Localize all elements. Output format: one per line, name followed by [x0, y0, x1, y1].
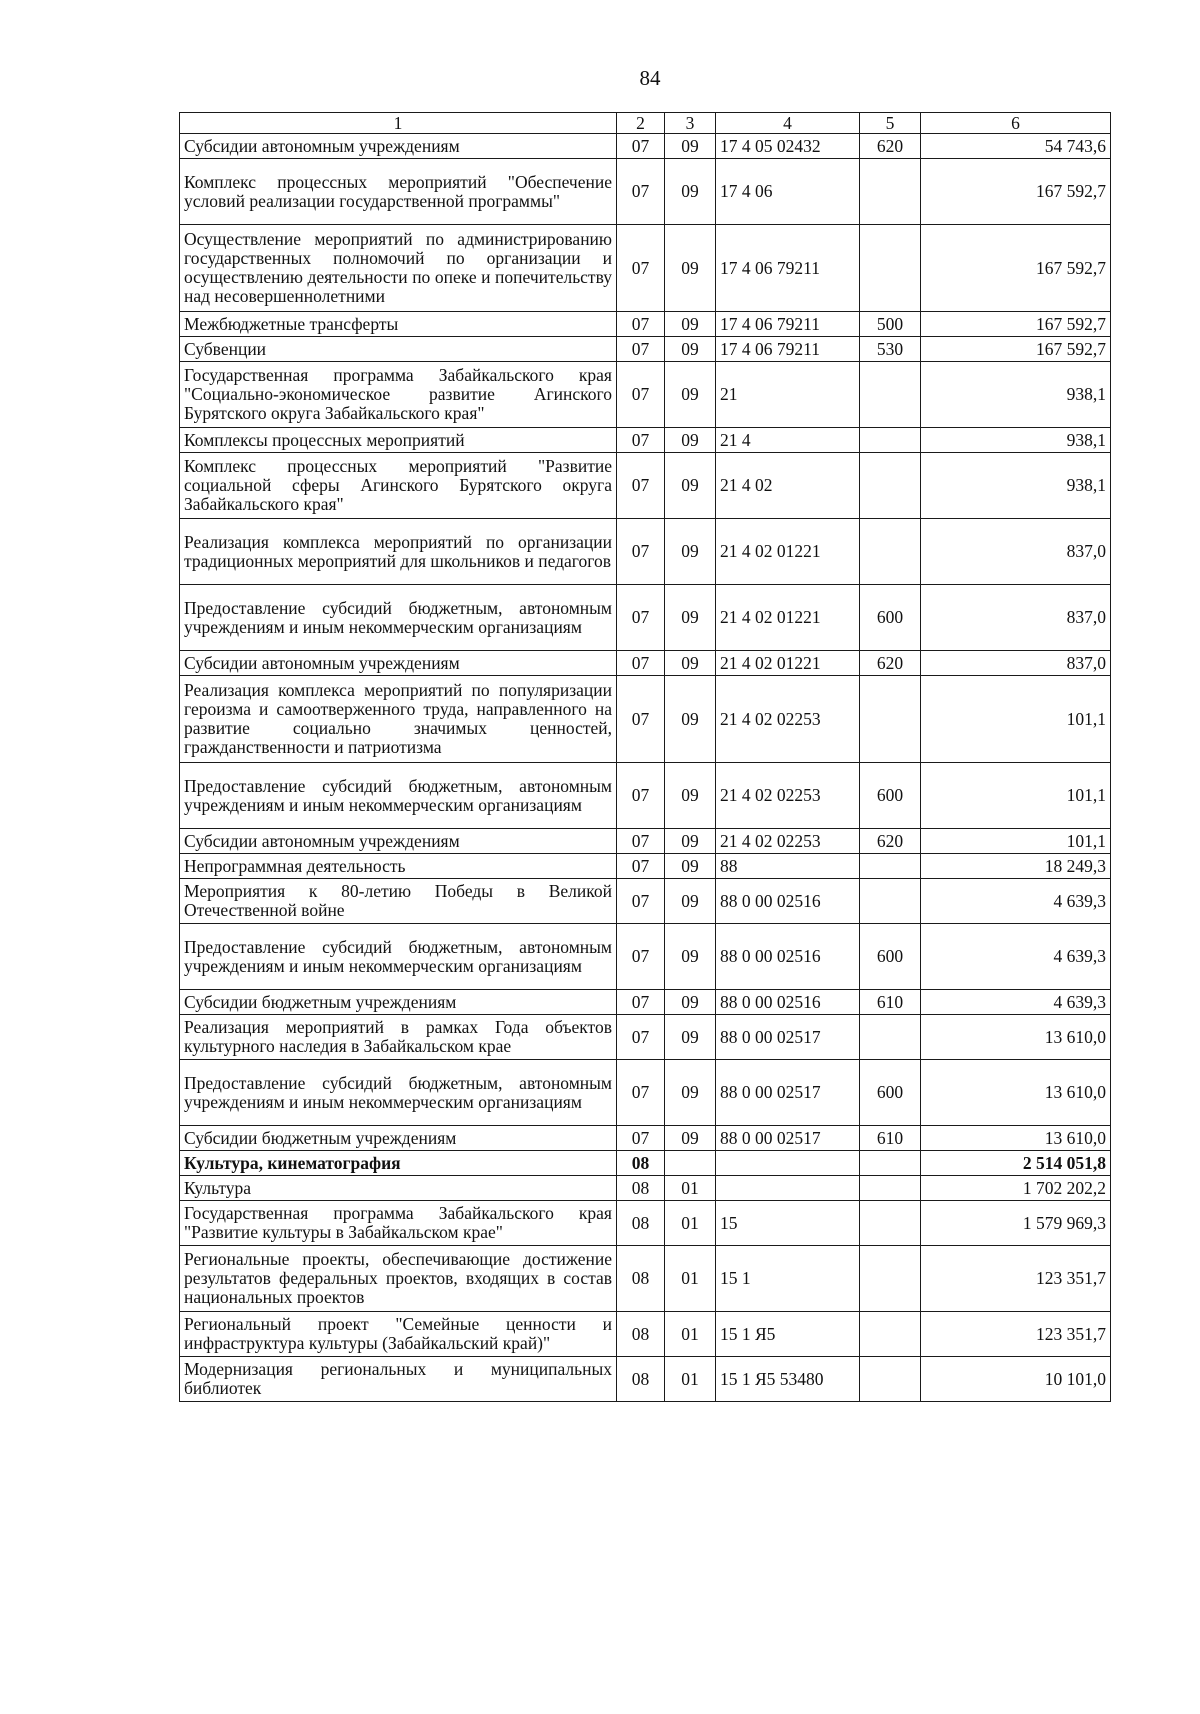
row-amount: 167 592,7: [921, 225, 1111, 312]
row-amount: 101,1: [921, 763, 1111, 829]
row-section: 07: [617, 337, 665, 362]
row-name: Модернизация региональных и муниципальных библиотек: [180, 1357, 617, 1402]
row-expense-type: 620: [860, 651, 921, 676]
row-section: 07: [617, 519, 665, 585]
row-section: 07: [617, 312, 665, 337]
row-amount: 837,0: [921, 585, 1111, 651]
table-row: [180, 879, 1111, 924]
table-row: [180, 1126, 1111, 1151]
row-section: 07: [617, 225, 665, 312]
row-expense-type: 600: [860, 1060, 921, 1126]
row-target-article: 21 4 02 01221: [716, 585, 860, 651]
row-name: Субсидии автономным учреждениям: [180, 651, 617, 676]
row-section: 07: [617, 829, 665, 854]
row-target-article: 15: [716, 1201, 860, 1246]
row-target-article: 21 4 02 02253: [716, 829, 860, 854]
row-subsection: 09: [665, 159, 716, 225]
table-row: [180, 1015, 1111, 1060]
table-row: [180, 829, 1111, 854]
row-expense-type: 600: [860, 763, 921, 829]
row-amount: 1 579 969,3: [921, 1201, 1111, 1246]
table-row: [180, 1201, 1111, 1246]
row-expense-type: 500: [860, 312, 921, 337]
row-section: 07: [617, 924, 665, 990]
row-subsection: 09: [665, 134, 716, 159]
row-section: 07: [617, 428, 665, 453]
row-expense-type: [860, 854, 921, 879]
row-expense-type: [860, 159, 921, 225]
row-amount: 54 743,6: [921, 134, 1111, 159]
row-expense-type: 610: [860, 1126, 921, 1151]
row-section: 07: [617, 879, 665, 924]
row-target-article: 88 0 00 02517: [716, 1126, 860, 1151]
row-subsection: 09: [665, 763, 716, 829]
row-amount: 837,0: [921, 519, 1111, 585]
row-target-article: 88 0 00 02517: [716, 1060, 860, 1126]
table-row: [180, 134, 1111, 159]
row-subsection: 09: [665, 428, 716, 453]
row-amount: 123 351,7: [921, 1246, 1111, 1312]
row-expense-type: [860, 453, 921, 519]
table-row: [180, 585, 1111, 651]
row-amount: 10 101,0: [921, 1357, 1111, 1402]
row-target-article: 21: [716, 362, 860, 428]
row-target-article: [716, 1176, 860, 1201]
header-col-4: 4: [716, 113, 860, 134]
row-target-article: 17 4 06 79211: [716, 312, 860, 337]
row-target-article: [716, 1151, 860, 1176]
row-subsection: 09: [665, 676, 716, 763]
row-target-article: 88 0 00 02516: [716, 990, 860, 1015]
row-target-article: 17 4 06 79211: [716, 337, 860, 362]
row-subsection: 09: [665, 990, 716, 1015]
row-amount: 4 639,3: [921, 990, 1111, 1015]
row-subsection: 01: [665, 1246, 716, 1312]
table-row: [180, 337, 1111, 362]
row-amount: 13 610,0: [921, 1060, 1111, 1126]
row-target-article: 88 0 00 02516: [716, 879, 860, 924]
row-target-article: 88 0 00 02517: [716, 1015, 860, 1060]
header-col-5: 5: [860, 113, 921, 134]
row-target-article: 88: [716, 854, 860, 879]
row-section: 07: [617, 1015, 665, 1060]
row-name: Комплексы процессных мероприятий: [180, 428, 617, 453]
table-row: [180, 428, 1111, 453]
row-amount: 18 249,3: [921, 854, 1111, 879]
row-subsection: 01: [665, 1357, 716, 1402]
row-subsection: 09: [665, 924, 716, 990]
table-row: [180, 159, 1111, 225]
header-col-3: 3: [665, 113, 716, 134]
row-target-article: 15 1 Я5: [716, 1312, 860, 1357]
table-header-row: [180, 113, 1111, 134]
row-expense-type: [860, 1357, 921, 1402]
table-body: [180, 134, 1111, 1402]
row-section: 07: [617, 159, 665, 225]
row-name: Предоставление субсидий бюджетным, автономным учреждениям и иным некоммерческим организациям: [180, 924, 617, 990]
row-expense-type: [860, 519, 921, 585]
row-subsection: 09: [665, 854, 716, 879]
row-target-article: 15 1: [716, 1246, 860, 1312]
row-section: 07: [617, 854, 665, 879]
table-row: [180, 651, 1111, 676]
row-name: Реализация комплекса мероприятий по популяризации героизма и самоотверженного труда, направленного на развитие социально значимых ценностей, гражданственности и патриотизма: [180, 676, 617, 763]
row-expense-type: [860, 1176, 921, 1201]
row-target-article: 21 4 02 02253: [716, 763, 860, 829]
table-row: [180, 924, 1111, 990]
row-section: 08: [617, 1176, 665, 1201]
row-section: 07: [617, 585, 665, 651]
row-subsection: 09: [665, 1015, 716, 1060]
row-expense-type: 600: [860, 924, 921, 990]
table-row: [180, 1357, 1111, 1402]
row-section: 08: [617, 1312, 665, 1357]
row-expense-type: 620: [860, 829, 921, 854]
row-section: 07: [617, 453, 665, 519]
row-amount: 167 592,7: [921, 337, 1111, 362]
row-name: Непрограммная деятельность: [180, 854, 617, 879]
row-name: Региональные проекты, обеспечивающие достижение результатов федеральных проектов, входящих в состав национальных проектов: [180, 1246, 617, 1312]
row-expense-type: [860, 676, 921, 763]
row-amount: 167 592,7: [921, 312, 1111, 337]
table-row: [180, 312, 1111, 337]
row-name: Культура: [180, 1176, 617, 1201]
row-name: Комплекс процессных мероприятий "Развитие социальной сферы Агинского Бурятского округа Забайкальского края": [180, 453, 617, 519]
table-row: [180, 225, 1111, 312]
row-target-article: 21 4: [716, 428, 860, 453]
row-subsection: 09: [665, 1060, 716, 1126]
row-subsection: 09: [665, 1126, 716, 1151]
table-row: [180, 1176, 1111, 1201]
row-section: 07: [617, 1126, 665, 1151]
row-section: 08: [617, 1246, 665, 1312]
row-subsection: 09: [665, 337, 716, 362]
header-col-2: 2: [617, 113, 665, 134]
row-target-article: 21 4 02 01221: [716, 519, 860, 585]
row-subsection: 09: [665, 651, 716, 676]
row-name: Предоставление субсидий бюджетным, автономным учреждениям и иным некоммерческим организациям: [180, 763, 617, 829]
row-name: Государственная программа Забайкальского края "Развитие культуры в Забайкальском крае": [180, 1201, 617, 1246]
row-subsection: 09: [665, 879, 716, 924]
row-name: Субвенции: [180, 337, 617, 362]
row-amount: 938,1: [921, 453, 1111, 519]
row-name: Субсидии бюджетным учреждениям: [180, 1126, 617, 1151]
row-amount: 837,0: [921, 651, 1111, 676]
row-expense-type: 600: [860, 585, 921, 651]
row-subsection: 09: [665, 453, 716, 519]
row-name: Предоставление субсидий бюджетным, автономным учреждениям и иным некоммерческим организациям: [180, 1060, 617, 1126]
row-amount: 938,1: [921, 428, 1111, 453]
budget-table: [179, 112, 1111, 1402]
row-expense-type: [860, 362, 921, 428]
table-row: [180, 854, 1111, 879]
row-amount: 1 702 202,2: [921, 1176, 1111, 1201]
table-row: [180, 1246, 1111, 1312]
row-target-article: 17 4 05 02432: [716, 134, 860, 159]
row-subsection: 09: [665, 312, 716, 337]
row-section: 07: [617, 763, 665, 829]
row-name: Межбюджетные трансферты: [180, 312, 617, 337]
table-row: [180, 1151, 1111, 1176]
row-amount: 2 514 051,8: [921, 1151, 1111, 1176]
row-name: Государственная программа Забайкальского края "Социально-экономическое развитие Агинского Бурятского округа Забайкальского края": [180, 362, 617, 428]
table-row: [180, 676, 1111, 763]
row-expense-type: [860, 1246, 921, 1312]
row-expense-type: [860, 879, 921, 924]
row-section: 07: [617, 134, 665, 159]
row-target-article: 21 4 02: [716, 453, 860, 519]
row-target-article: 88 0 00 02516: [716, 924, 860, 990]
row-section: 07: [617, 1060, 665, 1126]
row-target-article: 17 4 06 79211: [716, 225, 860, 312]
row-target-article: 21 4 02 01221: [716, 651, 860, 676]
row-amount: 13 610,0: [921, 1015, 1111, 1060]
row-subsection: 01: [665, 1201, 716, 1246]
row-amount: 123 351,7: [921, 1312, 1111, 1357]
row-subsection: [665, 1151, 716, 1176]
row-expense-type: [860, 225, 921, 312]
row-subsection: 09: [665, 829, 716, 854]
row-section: 07: [617, 651, 665, 676]
row-amount: 938,1: [921, 362, 1111, 428]
row-amount: 101,1: [921, 829, 1111, 854]
row-subsection: 09: [665, 519, 716, 585]
row-name: Комплекс процессных мероприятий "Обеспечение условий реализации государственной программы": [180, 159, 617, 225]
row-target-article: 21 4 02 02253: [716, 676, 860, 763]
row-expense-type: [860, 428, 921, 453]
row-section: 08: [617, 1201, 665, 1246]
table-row: [180, 1060, 1111, 1126]
row-name: Региональный проект "Семейные ценности и инфраструктура культуры (Забайкальский край)": [180, 1312, 617, 1357]
row-name: Предоставление субсидий бюджетным, автономным учреждениям и иным некоммерческим организациям: [180, 585, 617, 651]
row-name: Субсидии бюджетным учреждениям: [180, 990, 617, 1015]
table-row: [180, 1312, 1111, 1357]
table-row: [180, 519, 1111, 585]
row-section: 07: [617, 676, 665, 763]
row-expense-type: 610: [860, 990, 921, 1015]
row-subsection: 01: [665, 1176, 716, 1201]
row-amount: 101,1: [921, 676, 1111, 763]
row-name: Реализация мероприятий в рамках Года объектов культурного наследия в Забайкальском крае: [180, 1015, 617, 1060]
row-section: 08: [617, 1357, 665, 1402]
row-expense-type: [860, 1201, 921, 1246]
row-expense-type: [860, 1015, 921, 1060]
row-amount: 4 639,3: [921, 879, 1111, 924]
row-subsection: 09: [665, 585, 716, 651]
table-row: [180, 990, 1111, 1015]
row-section: 07: [617, 362, 665, 428]
row-target-article: 15 1 Я5 53480: [716, 1357, 860, 1402]
row-name: Осуществление мероприятий по администрированию государственных полномочий по организации и осуществлению деятельности по опеке и попечительству над несовершеннолетними: [180, 225, 617, 312]
row-name: Мероприятия к 80-летию Победы в Великой Отечественной войне: [180, 879, 617, 924]
row-expense-type: 620: [860, 134, 921, 159]
row-name: Субсидии автономным учреждениям: [180, 134, 617, 159]
row-subsection: 09: [665, 362, 716, 428]
row-expense-type: [860, 1151, 921, 1176]
page-number: 84: [639, 66, 661, 90]
row-amount: 13 610,0: [921, 1126, 1111, 1151]
row-subsection: 09: [665, 225, 716, 312]
row-name: Культура, кинематография: [180, 1151, 617, 1176]
row-expense-type: 530: [860, 337, 921, 362]
row-section: 08: [617, 1151, 665, 1176]
row-subsection: 01: [665, 1312, 716, 1357]
row-expense-type: [860, 1312, 921, 1357]
table-row: [180, 362, 1111, 428]
row-name: Реализация комплекса мероприятий по организации традиционных мероприятий для школьников и педагогов: [180, 519, 617, 585]
table-row: [180, 453, 1111, 519]
row-amount: 167 592,7: [921, 159, 1111, 225]
header-col-1: 1: [180, 113, 617, 134]
row-target-article: 17 4 06: [716, 159, 860, 225]
row-section: 07: [617, 990, 665, 1015]
row-name: Субсидии автономным учреждениям: [180, 829, 617, 854]
row-amount: 4 639,3: [921, 924, 1111, 990]
header-col-6: 6: [921, 113, 1111, 134]
table-row: [180, 763, 1111, 829]
